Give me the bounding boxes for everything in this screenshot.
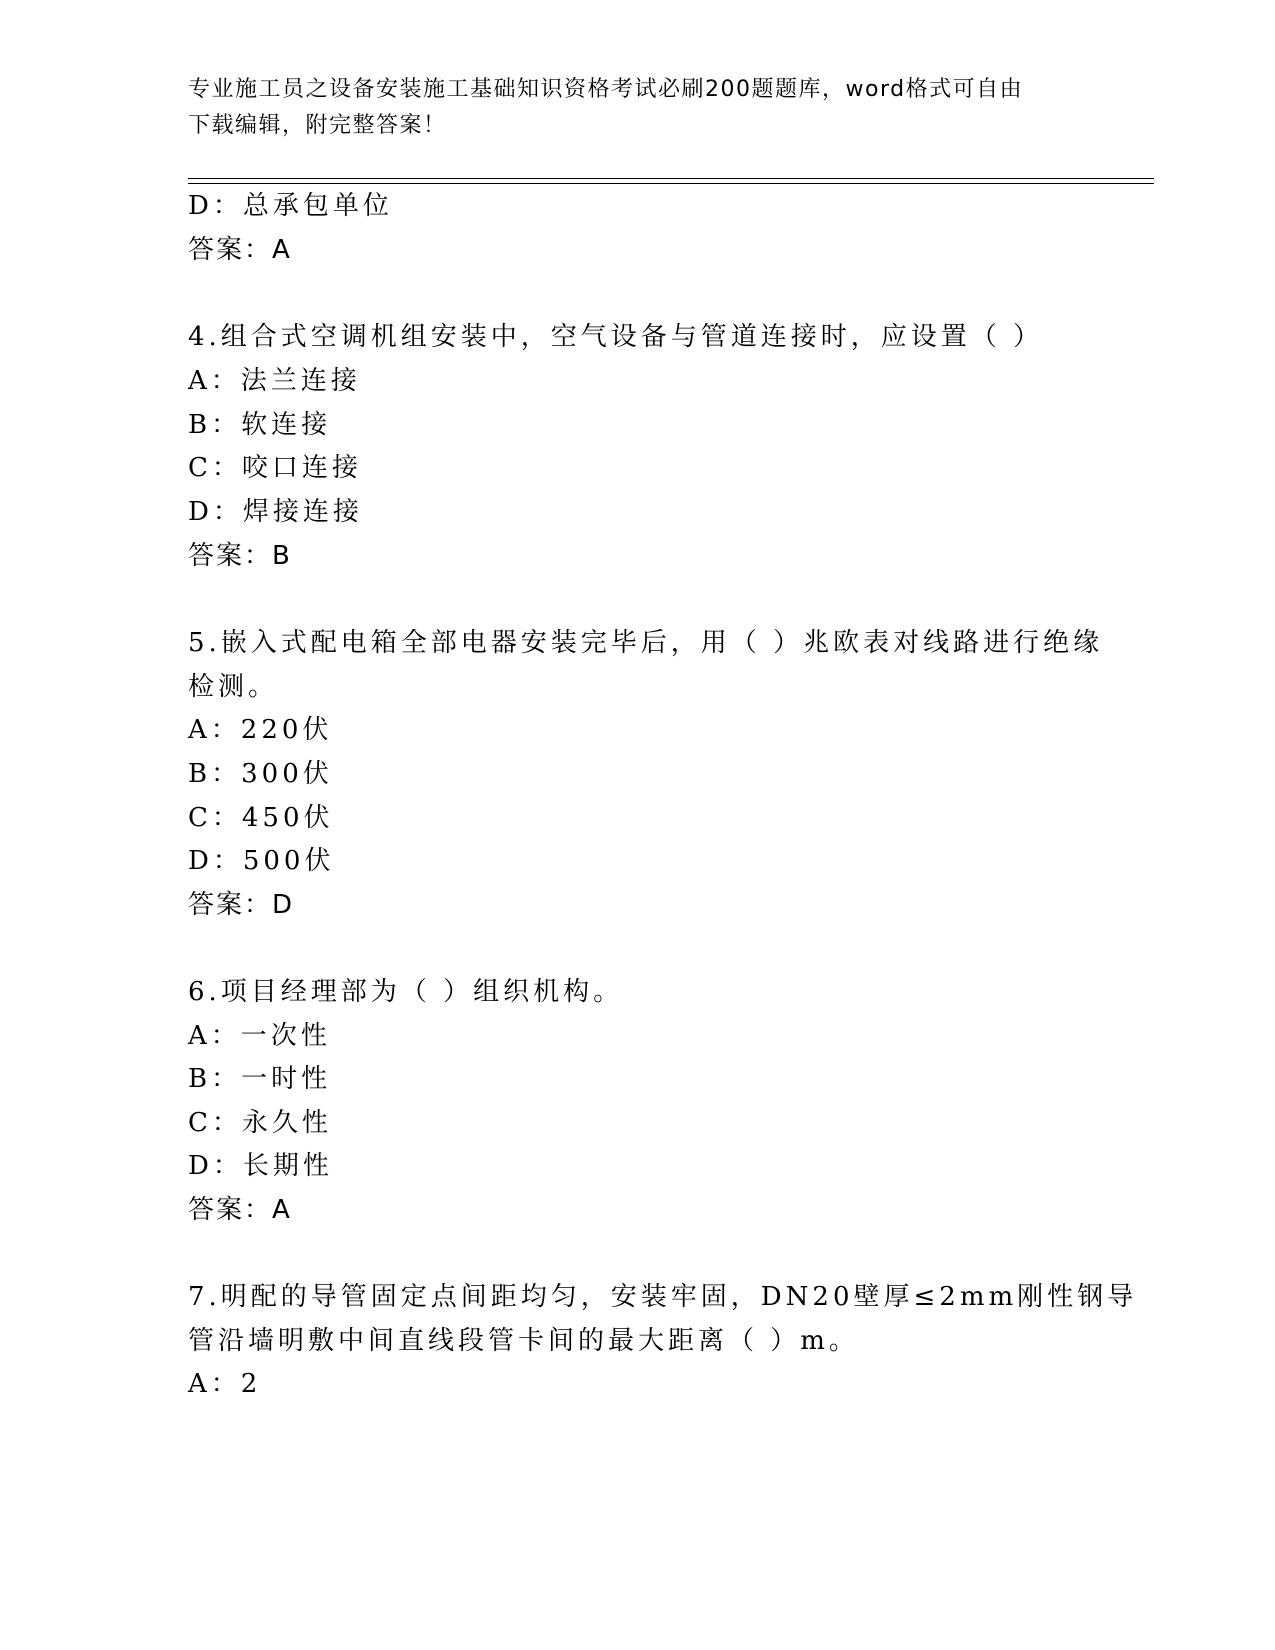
q5-question-line-1: 5.嵌入式配电箱全部电器安装完毕后，用（ ）兆欧表对线路进行绝缘	[188, 628, 1104, 658]
header-line-2: 下载编辑，附完整答案！	[188, 113, 447, 138]
q3-option-d: D：总承包单位	[188, 191, 393, 221]
q4-answer: 答案：B	[188, 541, 292, 571]
q5-option-c: C：450伏	[188, 803, 334, 833]
q6-question: 6.项目经理部为（ ）组织机构。	[188, 977, 624, 1007]
q7-option-a: A：2	[188, 1369, 262, 1399]
header-divider-bottom	[188, 183, 1154, 184]
q5-option-a: A：220伏	[188, 715, 333, 745]
q4-question: 4.组合式空调机组安装中，空气设备与管道连接时，应设置（ ）	[188, 322, 1044, 352]
q4-option-a: A：法兰连接	[188, 366, 361, 396]
q5-option-b: B：300伏	[188, 759, 333, 789]
q6-option-a: A：一次性	[188, 1021, 331, 1051]
q6-answer: 答案：A	[188, 1195, 292, 1225]
document-header	[188, 72, 1068, 144]
q4-option-b: B：软连接	[188, 410, 332, 440]
header-line-1: 专业施工员之设备安装施工基础知识资格考试必刷200题题库，word格式可自由	[188, 77, 1024, 102]
q4-option-c: C：咬口连接	[188, 453, 362, 483]
q6-option-c: C：永久性	[188, 1108, 332, 1138]
q5-option-d: D：500伏	[188, 846, 335, 876]
q6-option-b: B：一时性	[188, 1064, 332, 1094]
q7-question-line-1: 7.明配的导管固定点间距均匀，安装牢固，DN20壁厚≤2mm刚性钢导	[188, 1282, 1138, 1312]
q4-option-d: D：焊接连接	[188, 497, 363, 527]
q5-answer: 答案：D	[188, 890, 295, 920]
q5-question-line-2: 检测。	[188, 672, 279, 702]
q3-answer: 答案：A	[188, 235, 292, 265]
q7-question-line-2: 管沿墙明敷中间直线段管卡间的最大距离（ ）m。	[188, 1326, 859, 1356]
header-divider-top	[188, 178, 1154, 179]
q6-option-d: D：长期性	[188, 1151, 333, 1181]
